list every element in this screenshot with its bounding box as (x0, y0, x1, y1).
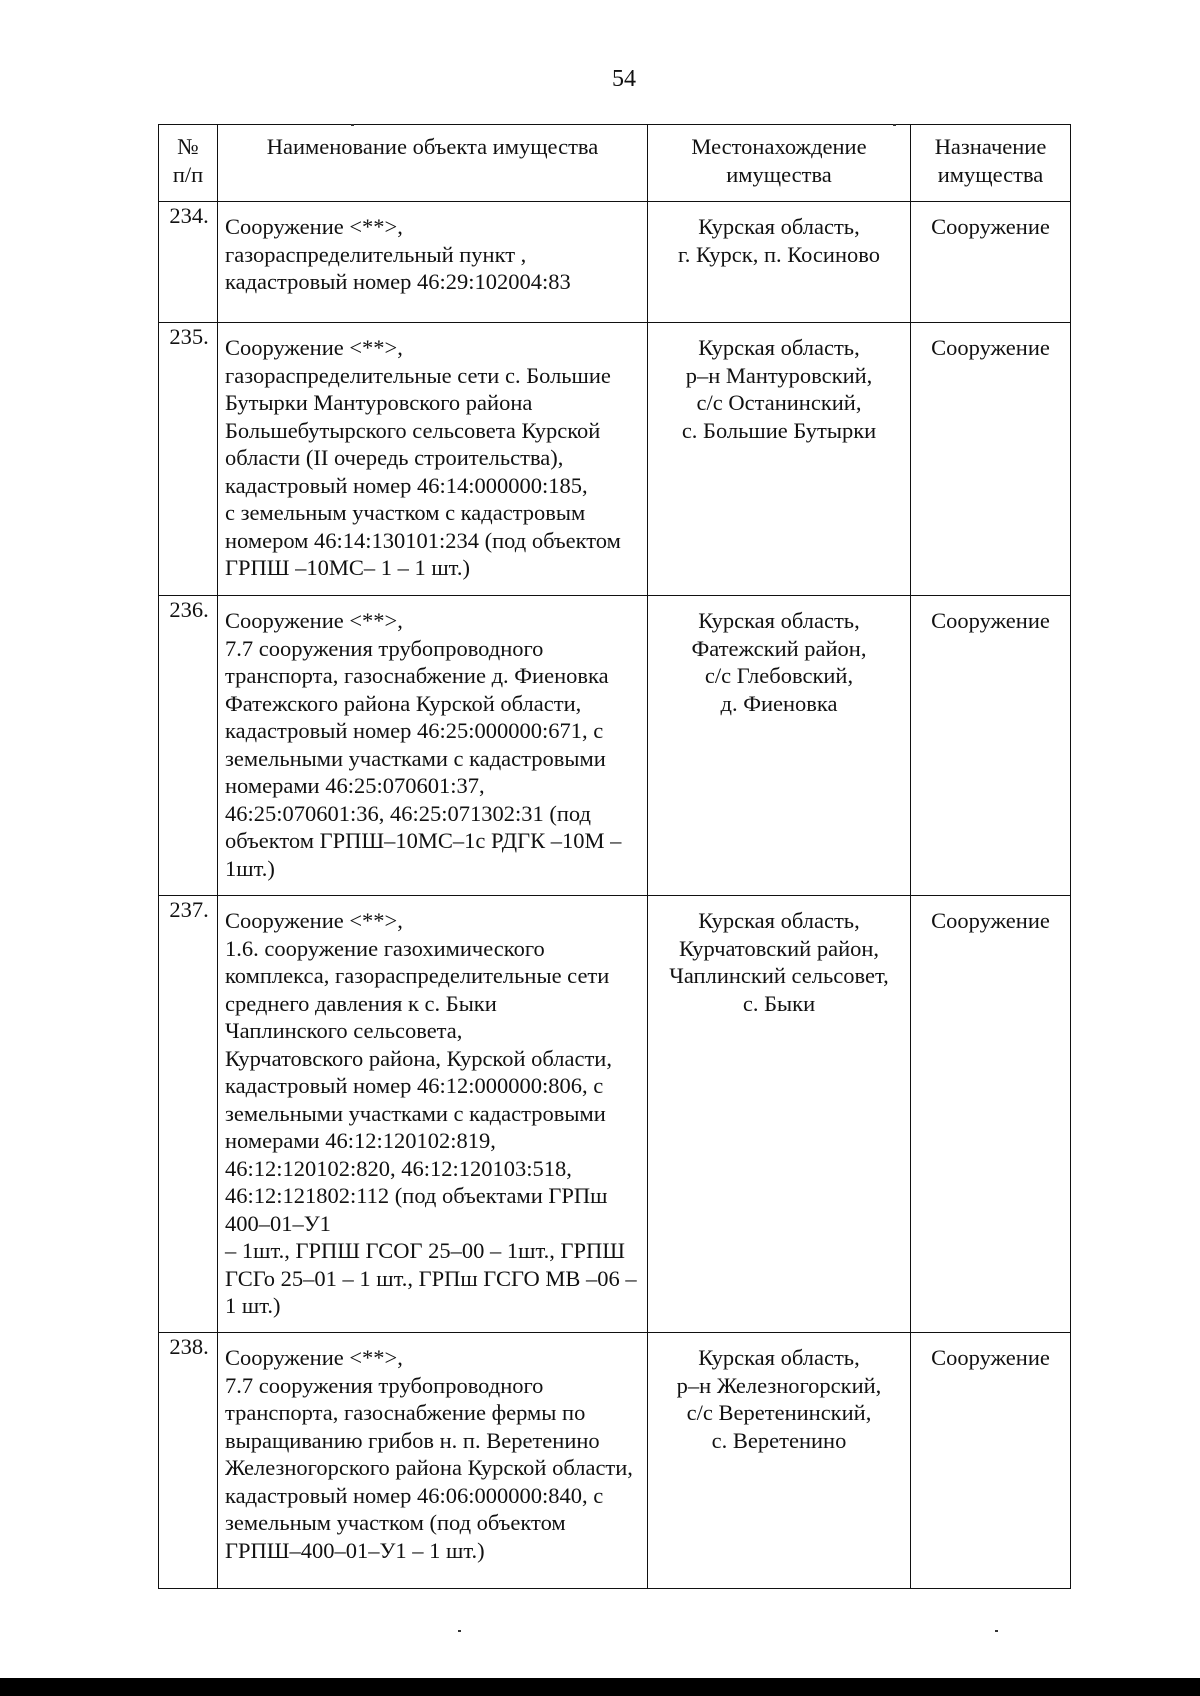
row-number: 235. (159, 323, 218, 596)
row-number: 234. (159, 202, 218, 323)
table-row (159, 323, 1071, 596)
header-num: № п/п (159, 125, 218, 202)
object-name: Сооружение <**>, газораспределительные сети с. Большие Бутырки Мантуровского района Большебутырского сельсовета Курской области (II очередь строительства), кадастровый номер 46:14:000000:185, с земельным участком с кадастровым номером 46:14:130101:234 (под объектом ГРПШ –10МС– 1 – 1 шт.) (218, 323, 648, 596)
object-name: Сооружение <**>, 1.6. сооружение газохимического комплекса, газораспределительные сети среднего давления к с. Быки Чаплинского сельсовета, Курчатовского района, Курской области, кадастровый номер 46:12:000000:806, с земельными участками с кадастровыми номерами 46:12:120102:819, 46:12:120102:820, 46:12:120103:518, 46:12:121802:112 (под объектами ГРПш 400–01–У1 – 1шт., ГРПШ ГСОГ 25–00 – 1шт., ГРПШ ГСГо 25–01 – 1 шт., ГРПш ГСГО МВ –06 – 1 шт.) (218, 896, 648, 1333)
object-purpose: Сооружение (911, 1333, 1071, 1589)
object-purpose: Сооружение (911, 323, 1071, 596)
table-row (159, 896, 1071, 1333)
scan-speck (893, 124, 896, 126)
object-name: Сооружение <**>, газораспределительный пункт , кадастровый номер 46:29:102004:83 (218, 202, 648, 323)
scan-bottom-edge (0, 1678, 1200, 1696)
object-location: Курская область, г. Курск, п. Косиново (648, 202, 911, 323)
page-number: 54 (612, 66, 636, 92)
table-header-row (159, 125, 1071, 202)
object-location: Курская область, Курчатовский район, Чаплинский сельсовет, с. Быки (648, 896, 911, 1333)
property-table (158, 124, 1071, 1589)
object-name: Сооружение <**>, 7.7 сооружения трубопроводного транспорта, газоснабжение д. Фиеновка Фатежского района Курской области, кадастровый номер 46:25:000000:671, с земельными участками с кадастровыми номерами 46:25:070601:37, 46:25:070601:36, 46:25:071302:31 (под объектом ГРПШ–10МС–1с РДГК –10М – 1шт.) (218, 596, 648, 896)
header-name: Наименование объекта имущества (218, 125, 648, 202)
table-row (159, 1333, 1071, 1589)
scan-speck (995, 1630, 998, 1632)
row-number: 236. (159, 596, 218, 896)
header-purpose: Назначение имущества (911, 125, 1071, 202)
object-purpose: Сооружение (911, 202, 1071, 323)
scan-speck (351, 124, 354, 126)
object-name: Сооружение <**>, 7.7 сооружения трубопроводного транспорта, газоснабжение фермы по выращиванию грибов н. п. Веретенино Железногорского района Курской области, кадастровый номер 46:06:000000:840, с земельным участком (под объектом ГРПШ–400–01–У1 – 1 шт.) (218, 1333, 648, 1589)
table-row (159, 596, 1071, 896)
header-location: Местонахождение имущества (648, 125, 911, 202)
row-number: 238. (159, 1333, 218, 1589)
scan-speck (458, 1630, 461, 1632)
object-location: Курская область, р–н Железногорский, с/с Веретенинский, с. Веретенино (648, 1333, 911, 1589)
object-location: Курская область, р–н Мантуровский, с/с Останинский, с. Большие Бутырки (648, 323, 911, 596)
object-purpose: Сооружение (911, 596, 1071, 896)
object-location: Курская область, Фатежский район, с/с Глебовский, д. Фиеновка (648, 596, 911, 896)
table-row (159, 202, 1071, 323)
row-number: 237. (159, 896, 218, 1333)
object-purpose: Сооружение (911, 896, 1071, 1333)
